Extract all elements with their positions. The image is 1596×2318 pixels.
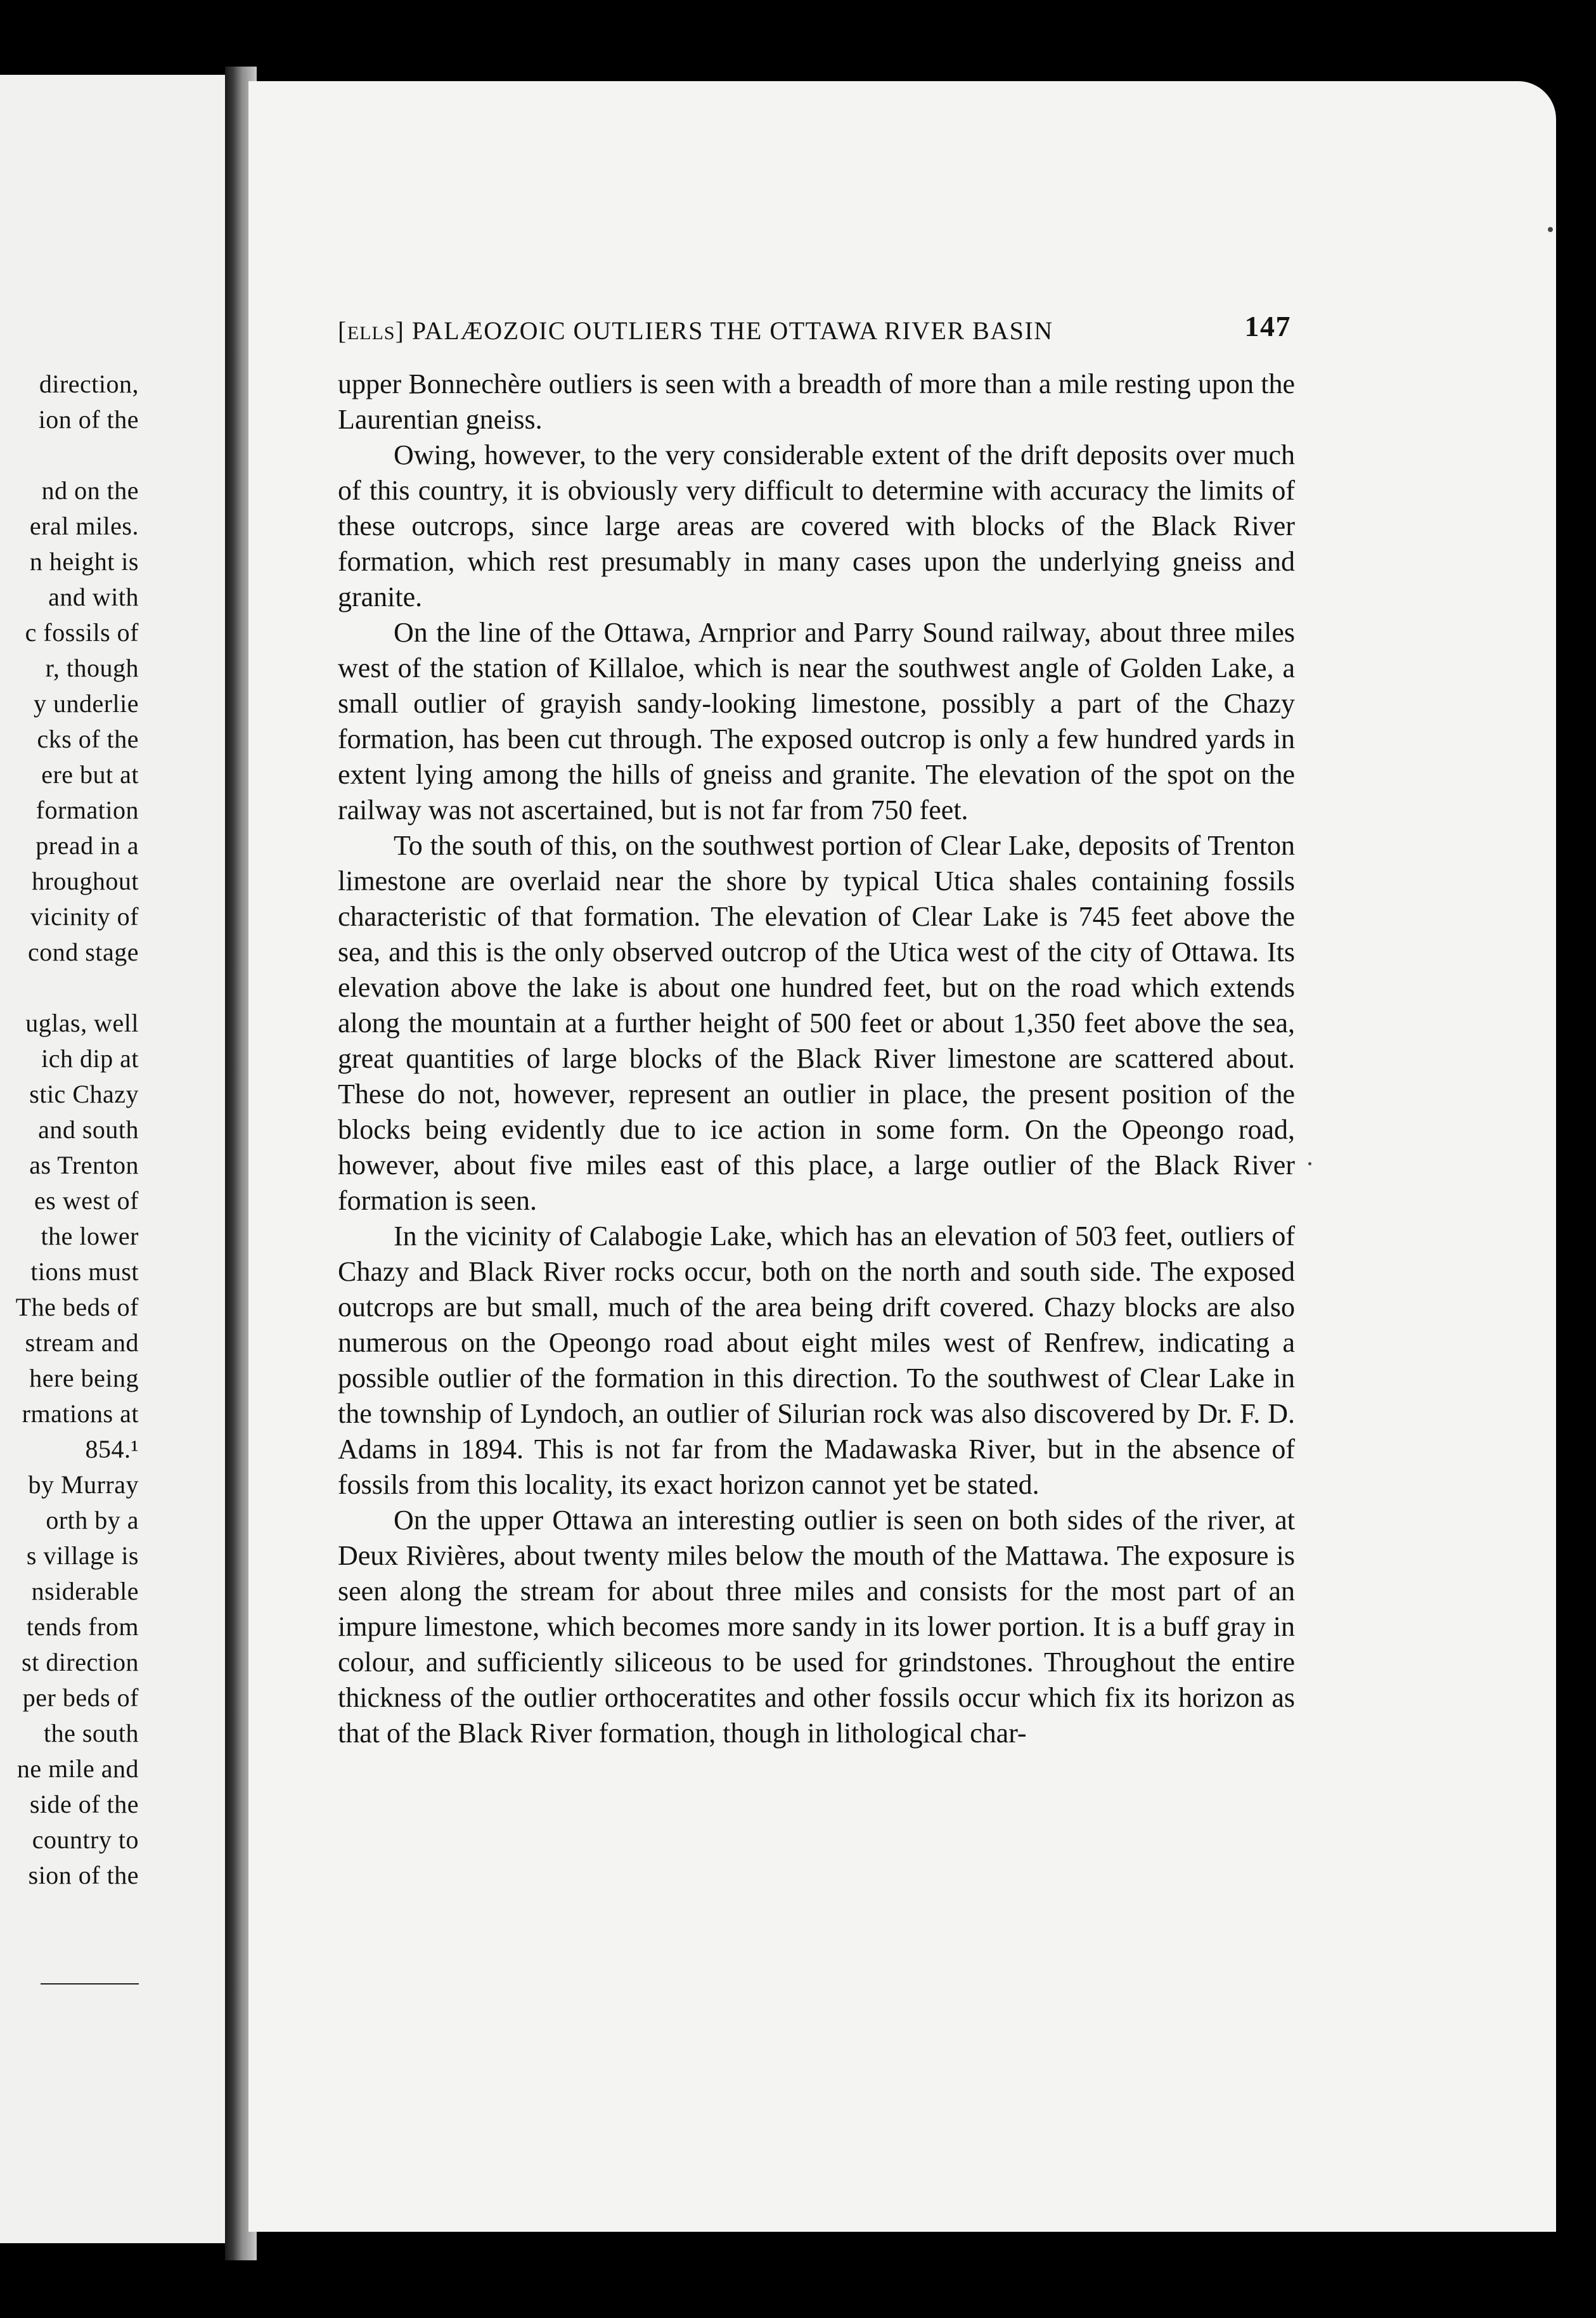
line-fragment: orth by a	[46, 1506, 139, 1534]
line-fragment: country to	[32, 1825, 139, 1854]
line-fragment: nsiderable	[31, 1577, 139, 1605]
line-fragment: and with	[48, 583, 139, 611]
line-fragment: ich dip at	[41, 1044, 139, 1073]
line-fragment: side of the	[29, 1790, 139, 1818]
line-fragment: stream and	[25, 1328, 139, 1357]
line-fragment: pread in a	[35, 831, 139, 860]
page	[248, 81, 1556, 2232]
line-fragment: The beds of	[15, 1293, 139, 1321]
line-fragment	[0, 437, 139, 473]
line-fragment: direction,	[39, 370, 139, 398]
line-fragment: tions must	[30, 1257, 139, 1286]
line-fragment: the south	[43, 1719, 139, 1747]
paper-speck	[1308, 1162, 1311, 1165]
line-fragment	[0, 970, 139, 1006]
line-fragment: here being	[29, 1364, 139, 1392]
line-fragment: ne mile and	[16, 1754, 139, 1783]
line-fragment: cks of the	[37, 725, 139, 753]
running-head	[338, 309, 1291, 350]
line-fragment: tends from	[26, 1612, 139, 1641]
line-fragment: rmations at	[22, 1399, 139, 1428]
footnote-rule	[41, 1983, 139, 1985]
line-fragment: ion of the	[38, 405, 139, 434]
paper-speck	[1548, 227, 1553, 232]
line-fragment: r, though	[45, 654, 139, 682]
body-text	[338, 366, 1295, 1751]
paragraph: On the line of the Ottawa, Arnprior and Parry Sound railway, about three miles west of the station of Killaloe, which is near the southwest angle of Golden Lake, a small outlier of grayish sandy-looking limestone, possibly a part of the Chazy formation, has been cut through. The exposed outcrop is only a few hundred yards in extent lying among the hills of gneiss and granite. The elevation of the spot on the railway was not ascertained, but is not far from 750 feet.	[338, 617, 1295, 826]
line-fragment: y underlie	[33, 689, 139, 718]
line-fragment: s village is	[26, 1541, 139, 1570]
line-fragment: 854.¹	[85, 1435, 139, 1463]
author-name: ELLS	[347, 323, 396, 344]
line-fragment: as Trenton	[29, 1151, 139, 1179]
line-fragment: st direction	[22, 1648, 139, 1676]
line-fragment: sion of the	[28, 1861, 139, 1889]
running-head-left: [ELLS] PALÆOZOIC OUTLIERS THE OTTAWA RIVER BASIN	[338, 316, 1053, 345]
line-fragment: ere but at	[41, 760, 139, 789]
line-fragment: by Murray	[28, 1470, 139, 1499]
line-fragment: uglas, well	[25, 1009, 139, 1037]
page-number: 147	[1244, 310, 1291, 342]
line-fragment: vicinity of	[30, 902, 139, 931]
line-fragment: nd on the	[41, 476, 139, 505]
line-fragment: cond stage	[28, 938, 139, 966]
line-fragment: eral miles.	[29, 512, 139, 540]
line-fragment: hroughout	[32, 867, 139, 895]
paragraph: On the upper Ottawa an interesting outlier is seen on both sides of the river, at Deux Rivières, about twenty miles below the mouth of the Mattawa. The exposure is seen along the stream for about three miles and consists for the most part of an impure limestone, which becomes more sandy in its lower portion. It is a buff gray in colour, and sufficiently siliceous to be used for grindstones. Throughout the entire thickness of the outlier orthoceratites and other fossils occur which fix its horizon as that of the Black River formation, though in lithological char-	[338, 1505, 1295, 1749]
paragraph: In the vicinity of Calabogie Lake, which has an elevation of 503 feet, outliers of Chazy and Black River rocks occur, both on the north and south side. The exposed outcrops are but small, much of the area being drift covered. Chazy blocks are also numerous on the Opeongo road about eight miles west of Renfrew, indicating a possible outlier of the formation in this direction. To the southwest of Clear Lake in the township of Lyndoch, an outlier of Silurian rock was also discovered by Dr. F. D. Adams in 1894. This is not far from the Madawaska River, but in the absence of fossils from this locality, its exact horizon cannot yet be stated.	[338, 1221, 1295, 1500]
paragraph: upper Bonnechère outliers is seen with a breadth of more than a mile resting upon the Laurentian gneiss.	[338, 368, 1295, 435]
line-fragment: the lower	[41, 1222, 139, 1250]
line-fragment: per beds of	[22, 1683, 139, 1712]
paragraph: To the south of this, on the southwest portion of Clear Lake, deposits of Trenton limestone are overlaid near the shore by typical Utica shales containing fossils characteristic of that formation. The elevation of Clear Lake is 745 feet above the sea, and this is the only observed outcrop of the Utica west of the city of Ottawa. Its elevation above the lake is about one hundred feet, but on the road which extends along the mountain at a further height of 500 feet or about 1,350 feet above the sea, great quantities of large blocks of the Black River limestone are scattered about. These do not, however, represent an outlier in place, the present position of the blocks being evidently due to ice action in some form. On the Opeongo road, however, about five miles east of this place, a large outlier of the Black River formation is seen.	[338, 830, 1295, 1216]
line-fragment: stic Chazy	[29, 1080, 139, 1108]
running-head-title: PALÆOZOIC OUTLIERS THE OTTAWA RIVER BASIN	[411, 316, 1053, 345]
line-fragment: c fossils of	[25, 618, 139, 647]
previous-page-text	[0, 366, 139, 1893]
line-fragment: n height is	[29, 547, 139, 576]
line-fragment: and south	[38, 1115, 139, 1144]
line-fragment: formation	[35, 796, 139, 824]
line-fragment: es west of	[34, 1186, 139, 1215]
paragraph: Owing, however, to the very considerable extent of the drift deposits over much of this country, it is obviously very difficult to determine with accuracy the limits of these outcrops, since large areas are covered with blocks of the Black River formation, which rest presumably in many cases upon the underlying gneiss and granite.	[338, 439, 1295, 612]
previous-page-fragment	[0, 75, 231, 2243]
